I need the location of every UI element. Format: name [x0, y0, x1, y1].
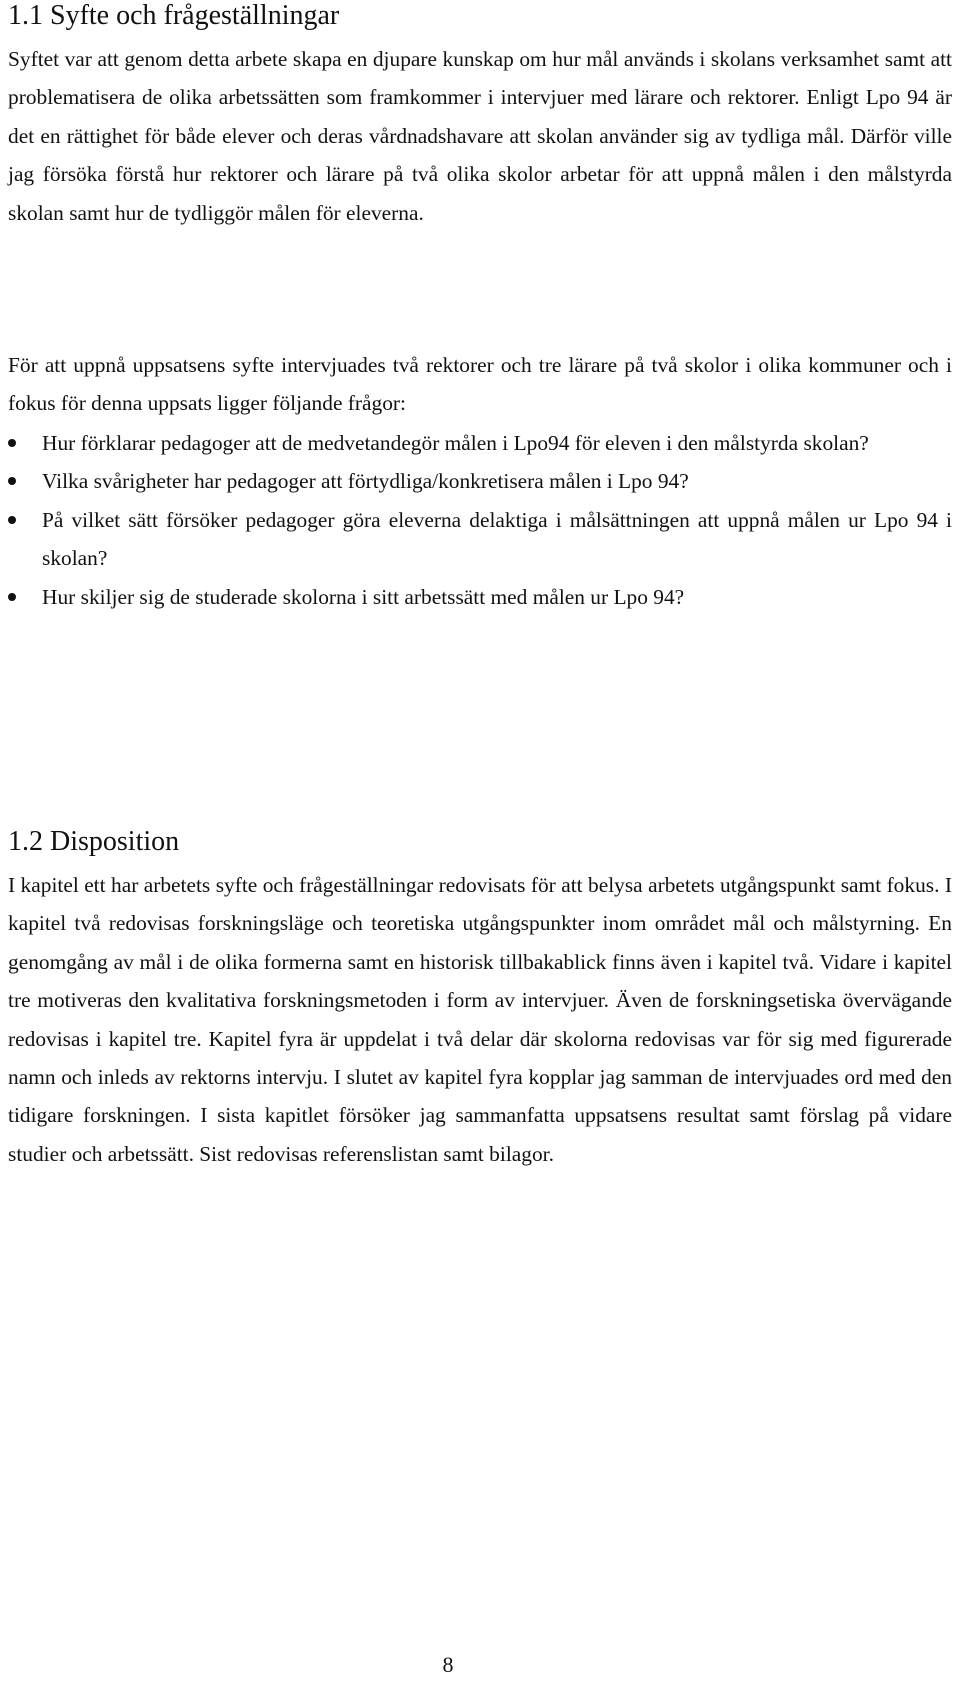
bullet-icon — [8, 439, 16, 447]
bullet-icon — [8, 477, 16, 485]
disposition-paragraph: I kapitel ett har arbetets syfte och frågeställningar redovisats för att belysa arbetets utgångspunkt samt fokus. I kapitel två redovisas forskningsläge och teoretiska utgångspunkter inom området mål och målstyrning. En genomgång av mål i de olika formerna samt en historisk tillbakablick finns även i kapitel två. Vidare i kapitel tre motiveras den kvalitativa forskningsmetoden i form av intervjuer. Även de forskningsetiska övervägande redovisas i kapitel tre. Kapitel fyra är uppdelat i två delar där skolorna redovisas var för sig med figurerade namn och inleds av rektorns intervju. I slutet av kapitel fyra kopplar jag samman de intervjuades ord med den tidigare forskningen. I sista kapitlet försöker jag sammanfatta uppsatsens resultat samt förslag på vidare studier och arbetssätt. Sist redovisas referenslistan samt bilagor. — [8, 873, 952, 1166]
bullet-icon — [8, 516, 16, 524]
questions-intro-paragraph: För att uppnå uppsatsens syfte intervjuades två rektorer och tre lärare på två skolor i olika kommuner och i fokus för denna uppsats ligger följande frågor: — [8, 353, 952, 416]
section-heading-disposition: 1.2 Disposition — [8, 826, 180, 857]
section-heading-syfte: 1.1 Syfte och frågeställningar — [8, 0, 340, 31]
list-item — [8, 462, 952, 500]
purpose-paragraph: Syftet var att genom detta arbete skapa en djupare kunskap om hur mål används i skolans verksamhet samt att problematisera de olika arbetssätten som framkommer i intervjuer med lärare och rektorer. Enligt Lpo 94 är det en rättighet för både elever och deras vårdnadshavare att skolan använder sig av tydliga mål. Därför ville jag försöka förstå hur rektorer och lärare på två olika skolor arbetar för att uppnå målen i den målstyrda skolan samt hur de tydliggör målen för eleverna. — [8, 47, 952, 225]
question-text: Vilka svårigheter har pedagoger att förtydliga/konkretisera målen i Lpo 94? — [42, 469, 689, 494]
question-text: På vilket sätt försöker pedagoger göra eleverna delaktiga i målsättningen att uppnå målen ur Lpo 94 i skolan? — [42, 507, 952, 571]
list-item — [8, 501, 952, 578]
page-number: 8 — [442, 1652, 454, 1677]
question-text: Hur förklarar pedagoger att de medvetandegör målen i Lpo94 för eleven i den målstyrda skolan? — [42, 431, 869, 455]
research-questions-list — [8, 424, 952, 616]
list-item — [8, 424, 952, 462]
question-text: Hur skiljer sig de studerade skolorna i sitt arbetssätt med målen ur Lpo 94? — [42, 584, 685, 609]
list-item — [8, 578, 952, 616]
bullet-icon — [8, 593, 16, 601]
